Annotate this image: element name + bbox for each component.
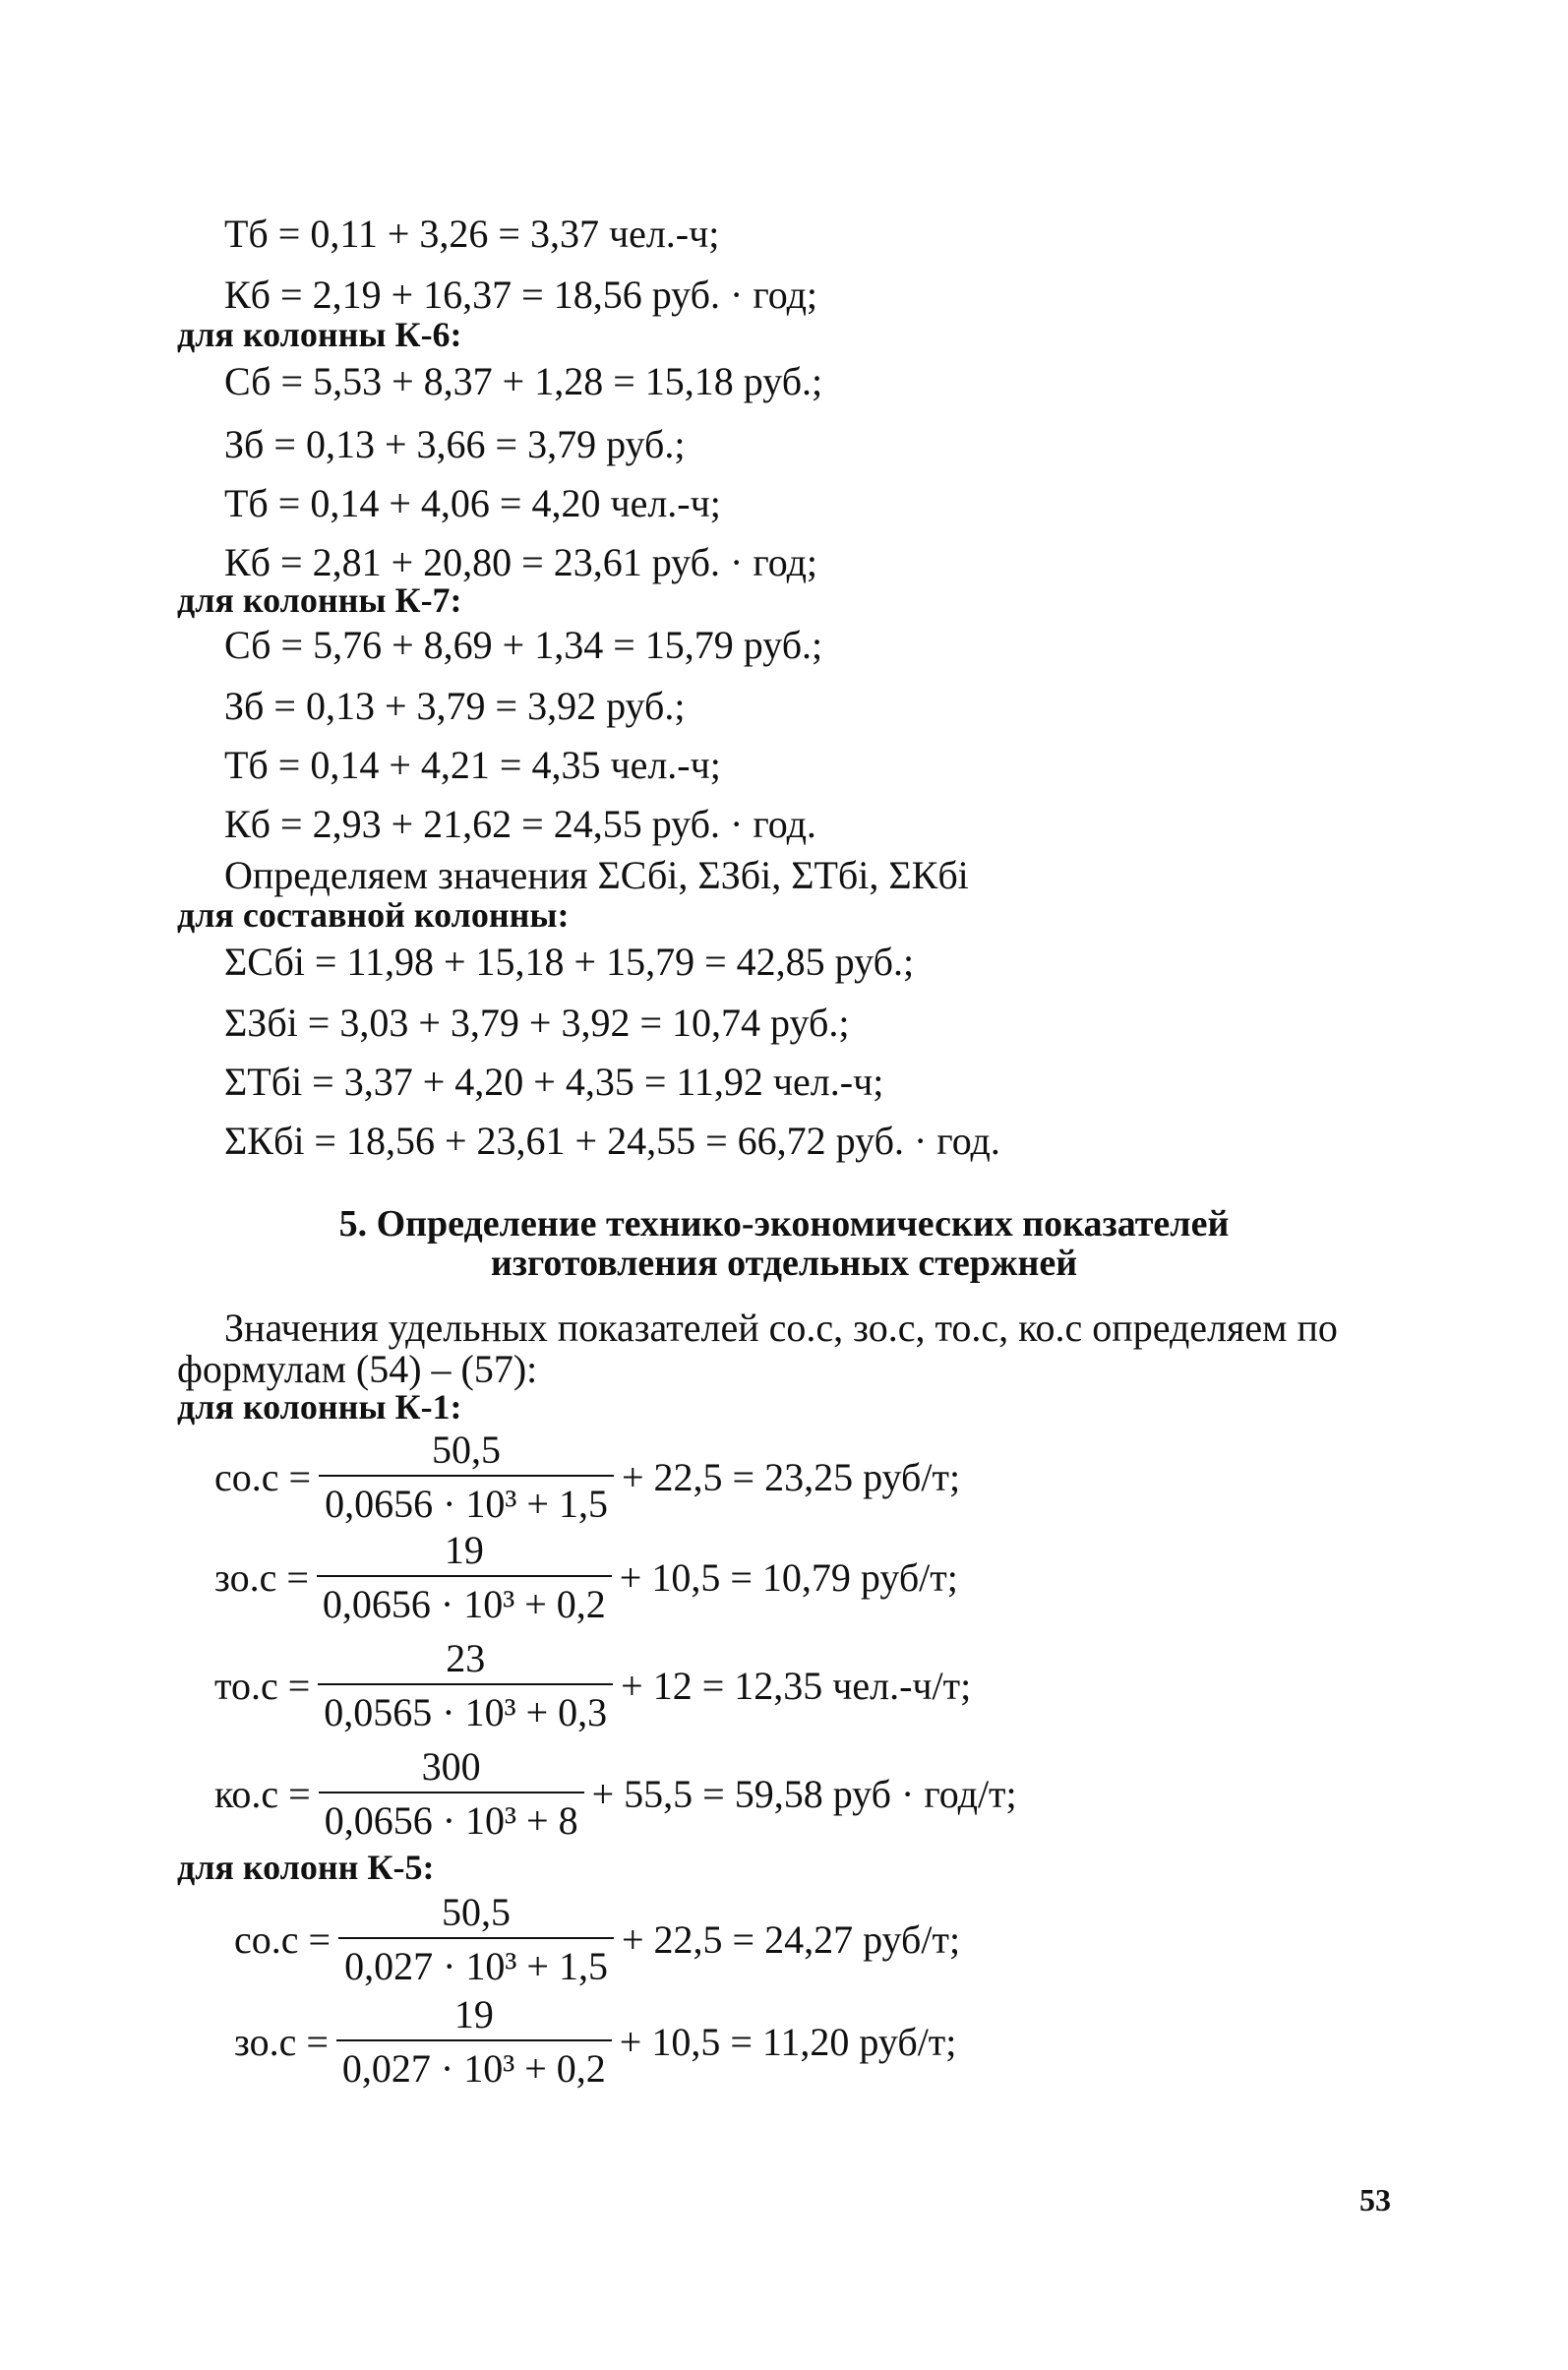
formula-row-k5-c [234, 1889, 968, 1989]
fraction-numerator: 23 [318, 1635, 613, 1685]
heading-k6: для колонны К-6: [177, 315, 462, 354]
fraction-denominator: 0,0656 · 10³ + 8 [324, 1798, 578, 1843]
formula-rhs: + 55,5 = 59,58 руб · год/т; [591, 1771, 1017, 1816]
fraction-denominator: 0,0656 · 10³ + 0,2 [322, 1582, 606, 1626]
formula-rhs: + 22,5 = 23,25 руб/т; [621, 1454, 961, 1499]
formula-lhs: то.с = [214, 1663, 311, 1708]
fraction-numerator: 300 [319, 1743, 584, 1793]
fraction [319, 1743, 584, 1844]
sum-k: ΣКбi = 18,56 + 23,61 + 24,55 = 66,72 руб. · год. [224, 1119, 1000, 1163]
intro-text: Определяем значения ΣСбi, ΣЗбi, ΣТбi, ΣКбi [224, 853, 969, 897]
formula-k-k7: Кб = 2,93 + 21,62 = 24,55 руб. · год. [224, 802, 816, 846]
fraction-denominator: 0,0656 · 10³ + 1,5 [325, 1482, 608, 1526]
fraction-denominator: 0,027 · 10³ + 0,2 [341, 2046, 606, 2091]
formula-lhs: зо.с = [234, 2019, 329, 2064]
heading-composite: для составной колонны: [177, 895, 570, 935]
formula-z-k6: Зб = 0,13 + 3,66 = 3,79 руб.; [224, 422, 686, 466]
formula-lhs: со.с = [214, 1454, 312, 1499]
formula-t-k6: Тб = 0,14 + 4,06 = 4,20 чел.-ч; [224, 481, 721, 525]
formula-lhs: ко.с = [214, 1771, 311, 1816]
formula-z-k7: Зб = 0,13 + 3,79 = 3,92 руб.; [224, 684, 686, 728]
formula-rhs: + 10,5 = 10,79 руб/т; [619, 1554, 958, 1600]
fraction [338, 1889, 614, 1989]
paragraph-line2: формулам (54) – (57): [177, 1347, 538, 1391]
fraction-numerator: 50,5 [319, 1427, 614, 1477]
fraction-numerator: 19 [317, 1527, 612, 1577]
fraction-numerator: 50,5 [338, 1889, 614, 1939]
paragraph-line1: Значения удельных показателей со.с, зо.с, то.с, ко.с определяем по [224, 1306, 1338, 1350]
fraction [319, 1427, 614, 1527]
sum-c: ΣСбi = 11,98 + 15,18 + 15,79 = 42,85 руб.; [224, 940, 915, 984]
fraction [318, 1635, 613, 1735]
fraction-numerator: 19 [336, 1991, 612, 2041]
formula-lhs: зо.с = [214, 1554, 309, 1600]
formula-k-k6: Кб = 2,81 + 20,80 = 23,61 руб. · год; [224, 540, 818, 584]
section-title-line1: 5. Определение технико-экономических показателей [338, 1203, 1230, 1245]
formula-row-k1-t [214, 1635, 979, 1735]
formula-t-k7: Тб = 0,14 + 4,21 = 4,35 чел.-ч; [224, 743, 721, 787]
fraction [336, 1991, 612, 2092]
fraction-denominator: 0,027 · 10³ + 1,5 [344, 1944, 608, 1988]
formula-rhs: + 12 = 12,35 чел.-ч/т; [621, 1663, 972, 1708]
formula-row-k1-k [214, 1743, 1025, 1844]
formula-rhs: + 22,5 = 24,27 руб/т; [621, 1916, 961, 1962]
sum-t: ΣТбi = 3,37 + 4,20 + 4,35 = 11,92 чел.-ч; [224, 1060, 884, 1104]
formula-row-k1-c [214, 1427, 968, 1527]
formula-lhs: со.с = [234, 1916, 332, 1962]
formula-row-k1-z [214, 1527, 966, 1627]
fraction-denominator: 0,0565 · 10³ + 0,3 [324, 1690, 608, 1734]
heading-k5: для колонн К-5: [177, 1848, 435, 1887]
heading-k7: для колонны К-7: [177, 580, 462, 620]
formula-t-k5: Тб = 0,11 + 3,26 = 3,37 чел.-ч; [224, 212, 720, 256]
heading-k1: для колонны К-1: [177, 1387, 462, 1427]
formula-c-k6: Сб = 5,53 + 8,37 + 1,28 = 15,18 руб.; [224, 359, 823, 403]
formula-k-k5: Кб = 2,19 + 16,37 = 18,56 руб. · год; [224, 273, 818, 317]
sum-z: ΣЗбi = 3,03 + 3,79 + 3,92 = 10,74 руб.; [224, 1001, 850, 1045]
formula-c-k7: Сб = 5,76 + 8,69 + 1,34 = 15,79 руб.; [224, 623, 823, 667]
section-title-line2: изготовления отдельных стержней [490, 1243, 1078, 1284]
formula-row-k5-z [234, 1991, 964, 2092]
formula-rhs: + 10,5 = 11,20 руб/т; [619, 2019, 957, 2064]
page-number: 53 [1359, 2182, 1391, 2218]
fraction [317, 1527, 612, 1627]
